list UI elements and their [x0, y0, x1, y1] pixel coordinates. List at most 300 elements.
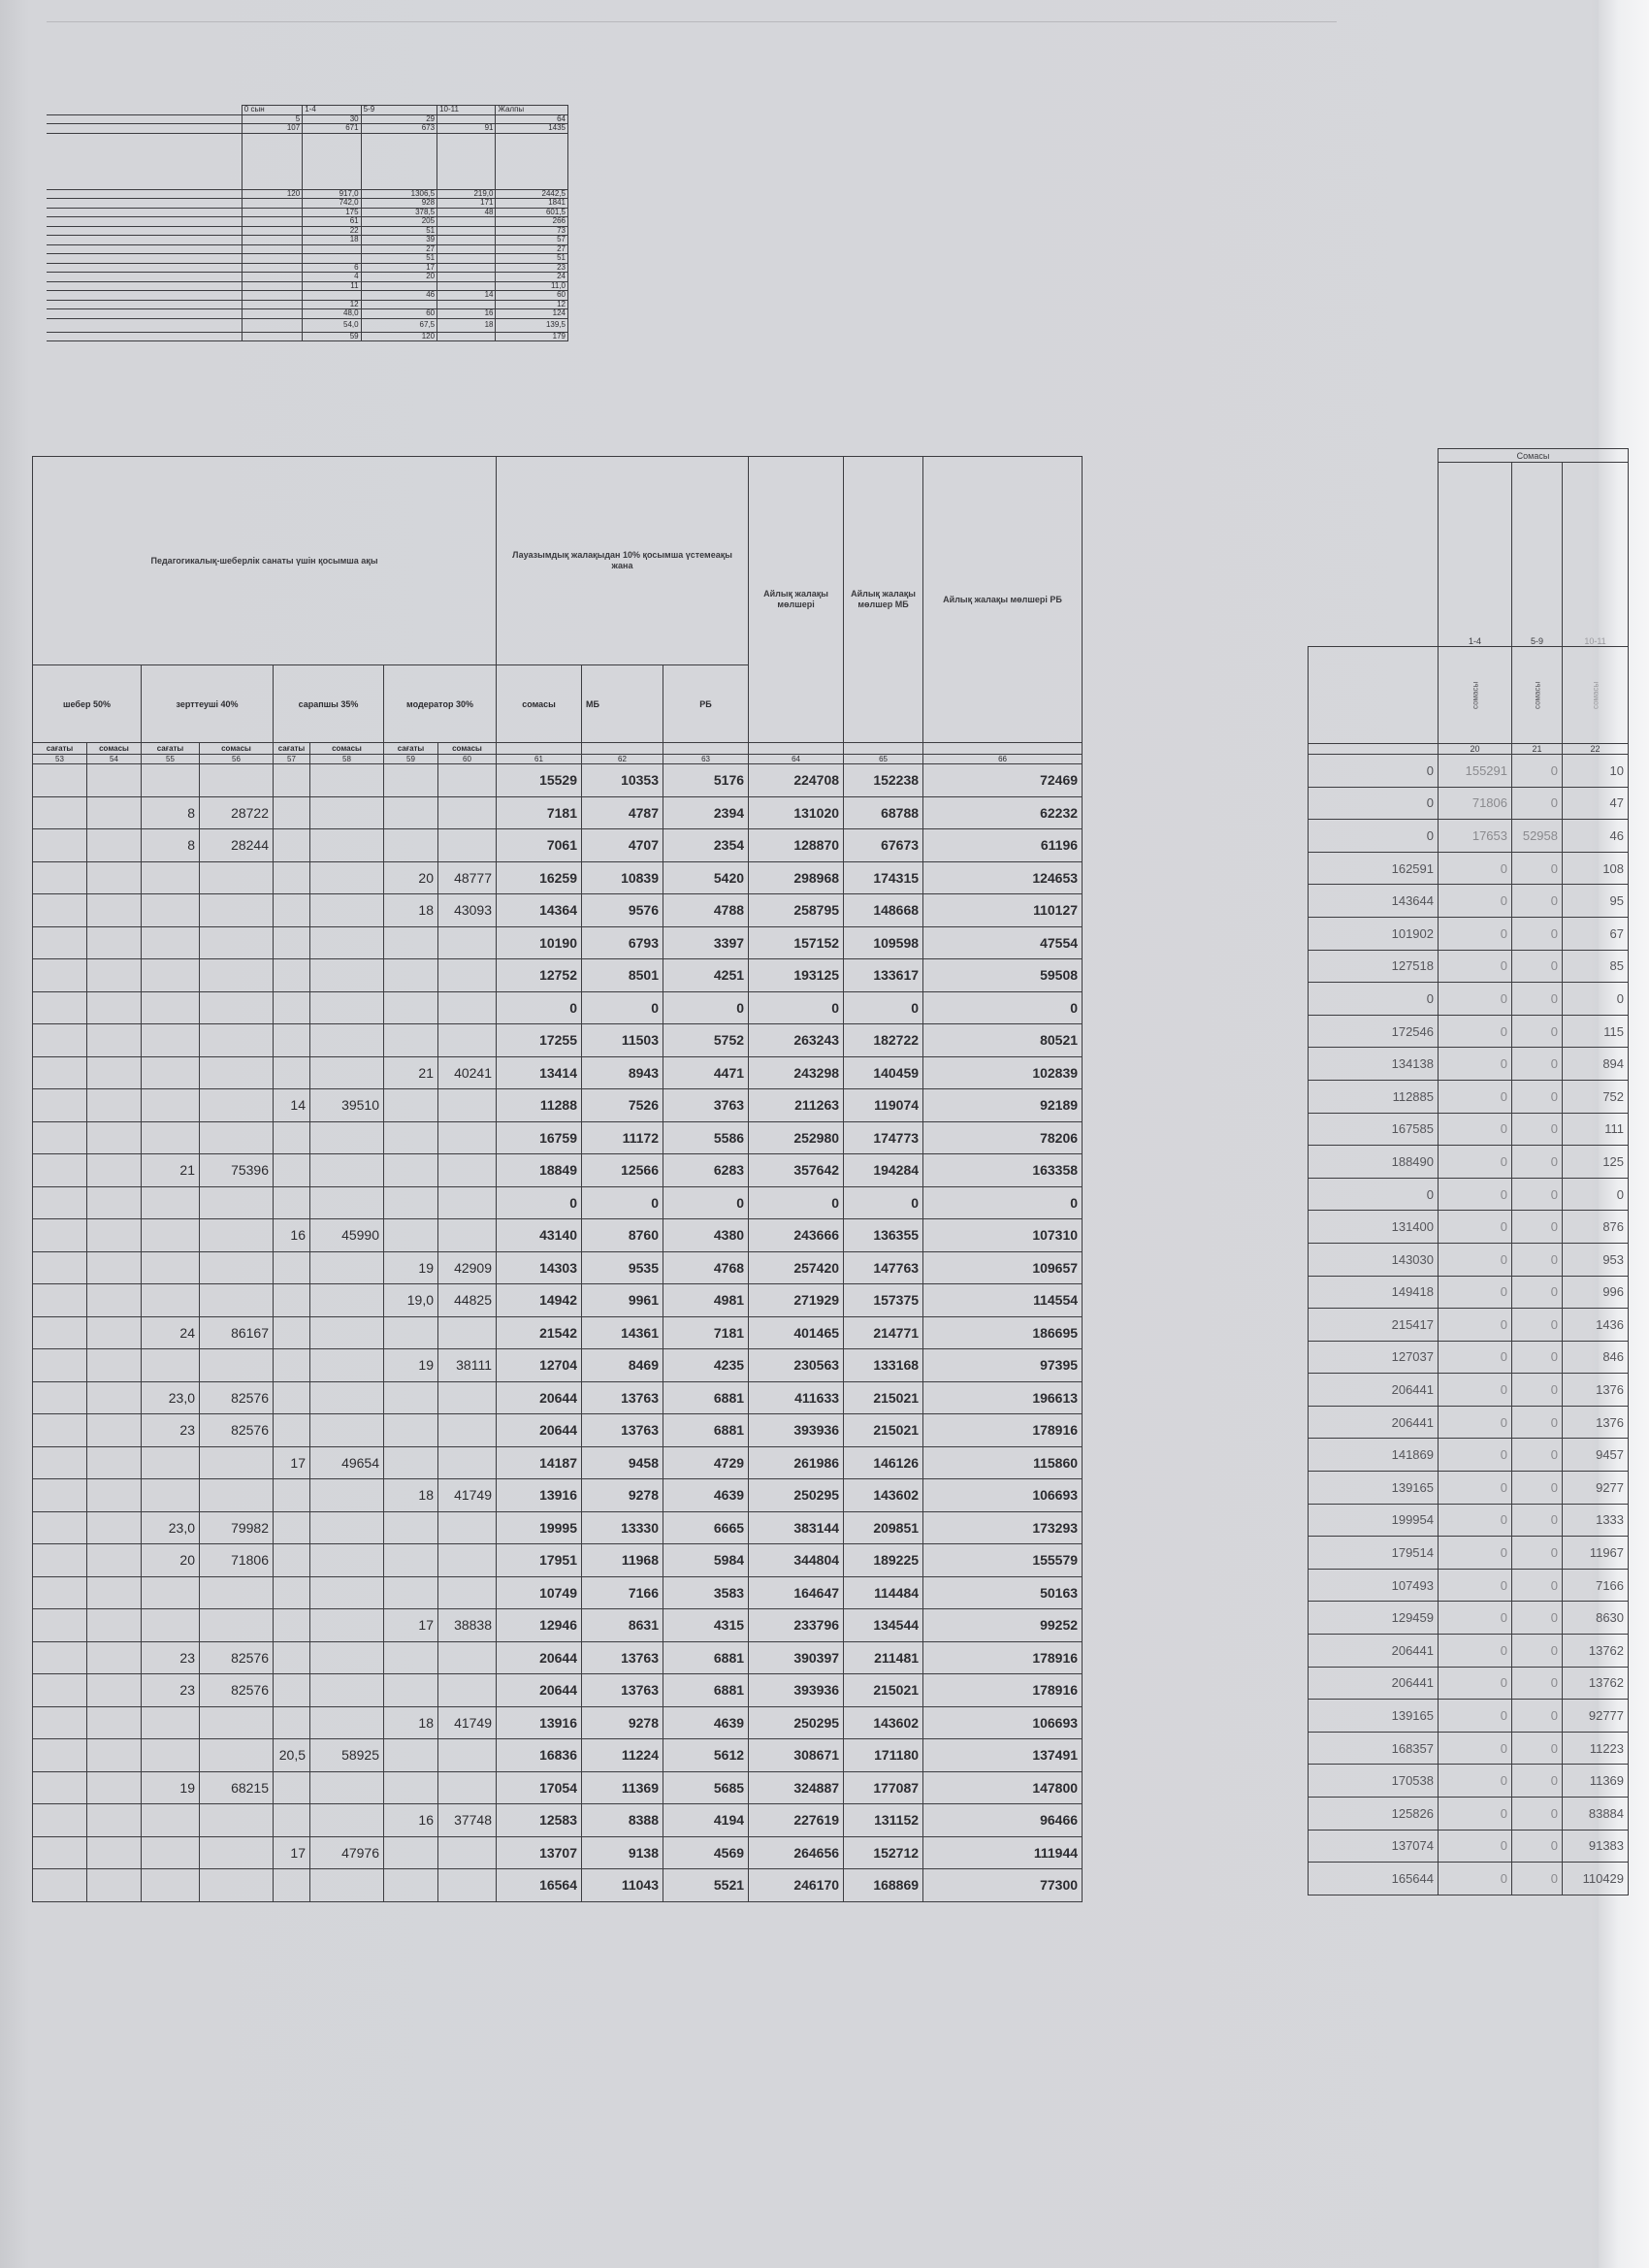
- table1-cell: 61: [303, 217, 361, 227]
- table-cell: [33, 1836, 87, 1869]
- table-cell: 12946: [497, 1609, 582, 1642]
- table1-cell: [242, 309, 302, 319]
- table-cell: [384, 1186, 438, 1219]
- sum-header: Сомасы: [1439, 449, 1629, 463]
- table-cell: 19,0: [384, 1284, 438, 1317]
- table-cell: 10190: [497, 926, 582, 959]
- table-cell: [33, 894, 87, 927]
- table-cell: 111: [1563, 1113, 1629, 1146]
- table-cell: 0: [1512, 1830, 1563, 1863]
- table-cell: 7526: [582, 1089, 663, 1122]
- table-cell: 0: [1439, 1178, 1512, 1211]
- table-row: [1309, 950, 1629, 983]
- table-row: [33, 1056, 1083, 1089]
- table-cell: 13330: [582, 1511, 663, 1544]
- table-cell: 0: [1439, 1341, 1512, 1374]
- table-cell: [200, 1609, 274, 1642]
- table-cell: 894: [1563, 1048, 1629, 1081]
- table-cell: 2354: [663, 829, 749, 862]
- table1-cell: 601,5: [496, 208, 568, 217]
- table-cell: 188490: [1309, 1146, 1439, 1179]
- table-cell: [274, 1771, 310, 1804]
- table-cell: 390397: [749, 1641, 844, 1674]
- table1-cell: 24: [496, 273, 568, 282]
- table-cell: 0: [1563, 983, 1629, 1016]
- table-cell: [200, 1251, 274, 1284]
- table-cell: [310, 1479, 384, 1512]
- table-cell: [87, 764, 142, 797]
- table-cell: [384, 1089, 438, 1122]
- table-cell: 0: [1439, 1732, 1512, 1765]
- sum-header: сомасы: [438, 743, 497, 755]
- table-cell: 0: [1512, 950, 1563, 983]
- table-cell: 0: [1512, 1732, 1563, 1765]
- table-cell: 157375: [844, 1284, 923, 1317]
- table-row: [1309, 1667, 1629, 1700]
- table1-cell: 60: [361, 309, 437, 319]
- table-cell: [438, 1544, 497, 1577]
- table-cell: 5521: [663, 1869, 749, 1902]
- table-cell: 0: [1512, 1667, 1563, 1700]
- table-cell: 4235: [663, 1349, 749, 1382]
- table-cell: 344804: [749, 1544, 844, 1577]
- table-cell: 129459: [1309, 1602, 1439, 1635]
- table-cell: [33, 1154, 87, 1187]
- col-number: 20: [1439, 744, 1512, 755]
- table-cell: [384, 1446, 438, 1479]
- table-cell: [274, 991, 310, 1024]
- table-cell: 80521: [923, 1024, 1083, 1057]
- table-cell: [384, 1414, 438, 1447]
- table1-cell: 30: [303, 114, 361, 124]
- table-cell: 6283: [663, 1154, 749, 1187]
- table1-cell: 175: [303, 208, 361, 217]
- table-cell: 146126: [844, 1446, 923, 1479]
- table-cell: [384, 991, 438, 1024]
- table-row: [33, 1121, 1083, 1154]
- table-cell: [33, 1089, 87, 1122]
- cat-sarapshy: сарапшы 35%: [274, 665, 384, 743]
- table-cell: 5586: [663, 1121, 749, 1154]
- table-cell: 233796: [749, 1609, 844, 1642]
- table-cell: 139165: [1309, 1700, 1439, 1733]
- table-cell: [274, 1349, 310, 1382]
- table-cell: 206441: [1309, 1374, 1439, 1407]
- table1-cell: 671: [303, 124, 361, 134]
- table-cell: 13763: [582, 1414, 663, 1447]
- table-cell: 147800: [923, 1771, 1083, 1804]
- table-cell: 0: [1512, 1439, 1563, 1472]
- table-cell: 19: [384, 1349, 438, 1382]
- grade-10-11: 10-11: [1563, 463, 1629, 647]
- column-number: 66: [923, 755, 1083, 764]
- table-cell: [142, 764, 200, 797]
- table-cell: 12566: [582, 1154, 663, 1187]
- table-cell: 12583: [497, 1804, 582, 1837]
- table-cell: 99252: [923, 1609, 1083, 1642]
- table-cell: [274, 1284, 310, 1317]
- table-cell: [274, 764, 310, 797]
- monthly-rb-header: Айлық жалақы мөлшері РБ: [923, 457, 1083, 743]
- table-cell: 168357: [1309, 1732, 1439, 1765]
- table-cell: 11288: [497, 1089, 582, 1122]
- table-cell: 0: [749, 1186, 844, 1219]
- table-cell: 125: [1563, 1146, 1629, 1179]
- table-cell: 0: [1512, 1406, 1563, 1439]
- table-cell: [310, 1381, 384, 1414]
- column-number: 54: [87, 755, 142, 764]
- table1-cell: [437, 254, 496, 264]
- table-cell: 109657: [923, 1251, 1083, 1284]
- table-cell: 137074: [1309, 1830, 1439, 1863]
- table-cell: 271929: [749, 1284, 844, 1317]
- column-number: 63: [663, 755, 749, 764]
- table1-cell: [437, 263, 496, 273]
- column-number: 55: [142, 755, 200, 764]
- table-cell: 37748: [438, 1804, 497, 1837]
- table-cell: 0: [1439, 1146, 1512, 1179]
- table-cell: 179514: [1309, 1537, 1439, 1570]
- table1-cell: [242, 217, 302, 227]
- table-cell: 107493: [1309, 1569, 1439, 1602]
- table-cell: 147763: [844, 1251, 923, 1284]
- table-cell: 14364: [497, 894, 582, 927]
- table1-cell: [242, 226, 302, 236]
- table1-cell: 120: [242, 189, 302, 199]
- table-cell: 47976: [310, 1836, 384, 1869]
- table-cell: 1376: [1563, 1374, 1629, 1407]
- table1-cell: 139,5: [496, 318, 568, 332]
- table-cell: [33, 1706, 87, 1739]
- table-cell: [438, 1836, 497, 1869]
- table-cell: 18: [384, 1706, 438, 1739]
- table-cell: 7061: [497, 829, 582, 862]
- table-cell: 172546: [1309, 1015, 1439, 1048]
- salary-table: [32, 456, 1083, 1902]
- table-cell: 8631: [582, 1609, 663, 1642]
- table-cell: [310, 1511, 384, 1544]
- table-cell: 0: [663, 1186, 749, 1219]
- table1-cell: [437, 332, 496, 341]
- table-cell: [274, 796, 310, 829]
- table-row: [33, 1771, 1083, 1804]
- table1-cell: 4: [303, 273, 361, 282]
- table-cell: [33, 1511, 87, 1544]
- table-cell: 11369: [1563, 1765, 1629, 1798]
- table-row: [1309, 1537, 1629, 1570]
- table-cell: [33, 1869, 87, 1902]
- table-cell: 0: [1512, 983, 1563, 1016]
- table-cell: [87, 1576, 142, 1609]
- table-cell: 131400: [1309, 1211, 1439, 1244]
- table-cell: [384, 926, 438, 959]
- table-cell: [87, 1219, 142, 1252]
- table-cell: 215021: [844, 1674, 923, 1707]
- table1-cell: 48: [437, 208, 496, 217]
- table-cell: [33, 829, 87, 862]
- table1-cell: 673: [361, 124, 437, 134]
- table-cell: 107310: [923, 1219, 1083, 1252]
- table-row: [1309, 1504, 1629, 1537]
- table-cell: 13916: [497, 1706, 582, 1739]
- table-cell: [274, 959, 310, 992]
- table1-cell: 54,0: [303, 318, 361, 332]
- table1-cell: 14: [437, 291, 496, 301]
- table-cell: [274, 1024, 310, 1057]
- table-cell: 39510: [310, 1089, 384, 1122]
- table-cell: 230563: [749, 1349, 844, 1382]
- table-cell: 174773: [844, 1121, 923, 1154]
- table-cell: 0: [1439, 1602, 1512, 1635]
- table-cell: [384, 1024, 438, 1057]
- table-cell: 0: [1439, 917, 1512, 950]
- table-cell: [438, 1089, 497, 1122]
- table1-cell: 60: [496, 291, 568, 301]
- table-cell: 46: [1563, 820, 1629, 853]
- table-cell: [200, 1739, 274, 1772]
- table-cell: 0: [1512, 1472, 1563, 1505]
- table-cell: [142, 1706, 200, 1739]
- table-cell: [310, 1316, 384, 1349]
- table1-cell: 107: [242, 124, 302, 134]
- table-cell: 75396: [200, 1154, 274, 1187]
- table1-cell: 124: [496, 309, 568, 319]
- table-cell: 119074: [844, 1089, 923, 1122]
- table-cell: 95: [1563, 885, 1629, 918]
- table-cell: 149418: [1309, 1276, 1439, 1309]
- table-cell: 0: [1439, 1080, 1512, 1113]
- table-cell: 194284: [844, 1154, 923, 1187]
- table1-cell: [242, 199, 302, 209]
- table1-cell: 6: [303, 263, 361, 273]
- table-cell: 0: [1439, 1374, 1512, 1407]
- table-cell: 14187: [497, 1446, 582, 1479]
- table-row: [33, 1089, 1083, 1122]
- table-cell: 11503: [582, 1024, 663, 1057]
- table-cell: 4768: [663, 1251, 749, 1284]
- table-row: [33, 796, 1083, 829]
- table-cell: 21: [142, 1154, 200, 1187]
- table-cell: [33, 1316, 87, 1349]
- table-cell: [200, 894, 274, 927]
- table-cell: 0: [1512, 917, 1563, 950]
- table-cell: 106693: [923, 1479, 1083, 1512]
- table-cell: [384, 1869, 438, 1902]
- table-cell: [142, 1869, 200, 1902]
- table-row: [33, 926, 1083, 959]
- table1-cell: 266: [496, 217, 568, 227]
- table-cell: [33, 1121, 87, 1154]
- table-cell: [438, 1674, 497, 1707]
- table-row: [1309, 1635, 1629, 1668]
- table-cell: [142, 1024, 200, 1057]
- table-cell: [87, 1609, 142, 1642]
- table-cell: 0: [1439, 1276, 1512, 1309]
- table-cell: 11967: [1563, 1537, 1629, 1570]
- table1-cell: 27: [361, 244, 437, 254]
- position-bonus-header: Лауазымдық жалақыдан 10% қосымша үстемеақы жана: [497, 457, 749, 665]
- table-cell: 0: [1309, 1178, 1439, 1211]
- table-cell: 1376: [1563, 1406, 1629, 1439]
- table-cell: 8501: [582, 959, 663, 992]
- table-cell: [200, 1284, 274, 1317]
- table-cell: [274, 1576, 310, 1609]
- table-cell: 28722: [200, 796, 274, 829]
- table-cell: 261986: [749, 1446, 844, 1479]
- table-cell: 0: [1439, 1700, 1512, 1733]
- table-cell: [87, 1511, 142, 1544]
- table-cell: 19: [384, 1251, 438, 1284]
- table-cell: 96466: [923, 1804, 1083, 1837]
- table-cell: [87, 1804, 142, 1837]
- table-cell: [33, 1251, 87, 1284]
- table-cell: 0: [1439, 1472, 1512, 1505]
- table-cell: 0: [923, 1186, 1083, 1219]
- table1-cell: 378,5: [361, 208, 437, 217]
- table-cell: 20644: [497, 1381, 582, 1414]
- table-cell: 9961: [582, 1284, 663, 1317]
- table-cell: [438, 1641, 497, 1674]
- table1-cell: 17: [361, 263, 437, 273]
- table-cell: 41749: [438, 1479, 497, 1512]
- table-cell: [200, 1089, 274, 1122]
- table-cell: 393936: [749, 1674, 844, 1707]
- table-cell: 28244: [200, 829, 274, 862]
- table-cell: [274, 1609, 310, 1642]
- table-cell: 196613: [923, 1381, 1083, 1414]
- table-cell: [142, 1349, 200, 1382]
- table-cell: 13916: [497, 1479, 582, 1512]
- table-cell: [200, 1446, 274, 1479]
- table-cell: [384, 764, 438, 797]
- table-cell: [33, 1414, 87, 1447]
- table-cell: 67: [1563, 917, 1629, 950]
- table-cell: 258795: [749, 894, 844, 927]
- table-cell: [310, 1186, 384, 1219]
- table-cell: 82576: [200, 1381, 274, 1414]
- table-cell: 4194: [663, 1804, 749, 1837]
- table1-cell: [437, 217, 496, 227]
- table1-header: 0 сын: [242, 106, 302, 115]
- table-row: [1309, 852, 1629, 885]
- table-row: [33, 1674, 1083, 1707]
- table-cell: [274, 1804, 310, 1837]
- table-cell: 71806: [1439, 787, 1512, 820]
- table-cell: 0: [1439, 1439, 1512, 1472]
- table-cell: 8469: [582, 1349, 663, 1382]
- table-cell: [310, 1641, 384, 1674]
- table-row: [1309, 1374, 1629, 1407]
- table-cell: 4788: [663, 894, 749, 927]
- sum-header: сомасы: [310, 743, 384, 755]
- table-cell: 211263: [749, 1089, 844, 1122]
- column-number: 57: [274, 755, 310, 764]
- table-cell: 0: [1512, 1113, 1563, 1146]
- table-cell: [310, 1121, 384, 1154]
- table-row: [33, 1284, 1083, 1317]
- table-cell: 3583: [663, 1576, 749, 1609]
- table-cell: [310, 1869, 384, 1902]
- table-cell: [274, 861, 310, 894]
- table-cell: 125826: [1309, 1798, 1439, 1831]
- table-cell: [200, 1024, 274, 1057]
- table-cell: [438, 926, 497, 959]
- table-cell: 186695: [923, 1316, 1083, 1349]
- table1-cell: 46: [361, 291, 437, 301]
- table-cell: 152712: [844, 1836, 923, 1869]
- table-cell: 0: [1563, 1178, 1629, 1211]
- table-cell: 133168: [844, 1349, 923, 1382]
- table-row: [1309, 1015, 1629, 1048]
- table-cell: 193125: [749, 959, 844, 992]
- table-cell: 115: [1563, 1015, 1629, 1048]
- table-cell: [384, 1739, 438, 1772]
- table-cell: 143602: [844, 1706, 923, 1739]
- table1-cell: 1306,5: [361, 189, 437, 199]
- table-cell: [438, 1024, 497, 1057]
- table-cell: [438, 1121, 497, 1154]
- table-cell: 8388: [582, 1804, 663, 1837]
- table-cell: [33, 796, 87, 829]
- table-cell: [274, 1641, 310, 1674]
- table-cell: [142, 959, 200, 992]
- table1-cell: 48,0: [303, 309, 361, 319]
- table-cell: [310, 1544, 384, 1577]
- table-cell: 383144: [749, 1511, 844, 1544]
- sub-sum: сомасы: [1563, 647, 1629, 744]
- table-cell: 11369: [582, 1771, 663, 1804]
- table-cell: 0: [497, 991, 582, 1024]
- table-cell: [87, 1154, 142, 1187]
- table1-cell: 12: [496, 300, 568, 309]
- table-cell: [33, 1804, 87, 1837]
- table-cell: 41749: [438, 1706, 497, 1739]
- table-cell: 206441: [1309, 1667, 1439, 1700]
- table-cell: [310, 796, 384, 829]
- table-row: [33, 764, 1083, 797]
- table-cell: 128870: [749, 829, 844, 862]
- table-cell: 110429: [1563, 1863, 1629, 1895]
- table-cell: [142, 1739, 200, 1772]
- table-row: [33, 1316, 1083, 1349]
- table-cell: 68788: [844, 796, 923, 829]
- table-cell: 7166: [1563, 1569, 1629, 1602]
- table-cell: 68215: [200, 1771, 274, 1804]
- table-cell: 8: [142, 796, 200, 829]
- table-cell: 11172: [582, 1121, 663, 1154]
- table-cell: 20644: [497, 1674, 582, 1707]
- table-cell: [142, 1056, 200, 1089]
- table-cell: 0: [1309, 787, 1439, 820]
- table-cell: [310, 1024, 384, 1057]
- table-cell: 9278: [582, 1479, 663, 1512]
- table-cell: 16836: [497, 1739, 582, 1772]
- table-cell: 0: [1512, 1374, 1563, 1407]
- table-cell: [438, 1576, 497, 1609]
- table-cell: [274, 1154, 310, 1187]
- table-cell: 109598: [844, 926, 923, 959]
- table-cell: 143030: [1309, 1243, 1439, 1276]
- table-cell: 20: [384, 861, 438, 894]
- table-cell: 16259: [497, 861, 582, 894]
- table-cell: 110127: [923, 894, 1083, 927]
- table-cell: [142, 1804, 200, 1837]
- table-cell: 224708: [749, 764, 844, 797]
- table-cell: 10: [1563, 755, 1629, 788]
- table-cell: 143644: [1309, 885, 1439, 918]
- column-number: 64: [749, 755, 844, 764]
- table-cell: 112885: [1309, 1080, 1439, 1113]
